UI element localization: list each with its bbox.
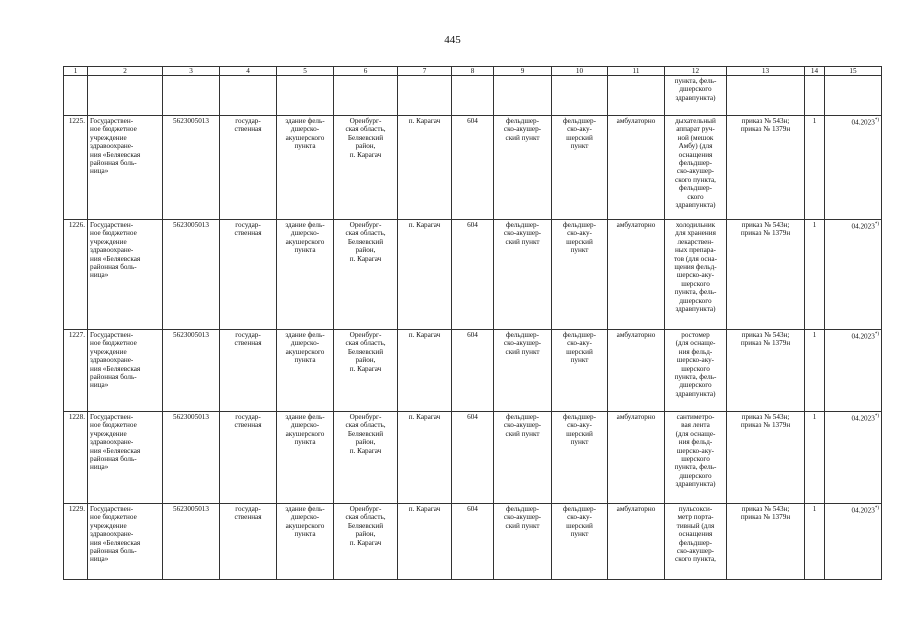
organization-name: Государствен- ное бюджетное учреждение здравоохране- ния «Беляевская районная боль- ница» xyxy=(88,220,163,330)
column-header: 10 xyxy=(552,67,608,76)
column-header: 14 xyxy=(805,67,825,76)
date-cell: 04.2023*) xyxy=(825,412,882,504)
code-cell: 604 xyxy=(452,330,494,412)
address-cell: Оренбург- ская область, Беляевский район, п. Карагач xyxy=(334,116,398,220)
ownership-type: государ- ственная xyxy=(220,504,277,580)
quantity-cell: 1 xyxy=(805,504,825,580)
column-header: 13 xyxy=(727,67,805,76)
column-header: 4 xyxy=(220,67,277,76)
header-row xyxy=(64,67,882,76)
organization-name: Государствен- ное бюджетное учреждение здравоохране- ния «Беляевская районная боль- ница» xyxy=(88,504,163,580)
footnote-mark: *) xyxy=(874,118,879,123)
equipment-cell: дыхательный аппарат руч- ной (мешок Амбу) (для оснащения фельдшер- ско-акушер- ского пункта, фельдшер- ского здравпункта) xyxy=(665,116,727,220)
row-number: 1228. xyxy=(64,412,88,504)
column-header: 8 xyxy=(452,67,494,76)
equipment-cell: холодильник для хранения лекарствен- ных препара- тов (для осна- щения фельд- шерско-аку- шерского пункта, фель- дшерского здравпункта) xyxy=(665,220,727,330)
quantity-cell: 1 xyxy=(805,330,825,412)
unit-cell: фельдшер- ско-акушер- ский пункт xyxy=(494,330,552,412)
order-cell: приказ № 543н; приказ № 1379н xyxy=(727,116,805,220)
footnote-mark: *) xyxy=(874,506,879,511)
row-number: 1226. xyxy=(64,220,88,330)
row-number: 1225. xyxy=(64,116,88,220)
quantity-cell: 1 xyxy=(805,116,825,220)
continuation-row xyxy=(64,76,882,116)
care-form-cell: амбулаторно xyxy=(608,220,665,330)
code-cell: 604 xyxy=(452,116,494,220)
unit-type-cell: фельдшер- ско-аку- шерский пункт xyxy=(552,504,608,580)
unit-cell: фельдшер- ско-акушер- ский пункт xyxy=(494,412,552,504)
column-header: 12 xyxy=(665,67,727,76)
unit-type-cell: фельдшер- ско-аку- шерский пункт xyxy=(552,330,608,412)
row-number: 1229. xyxy=(64,504,88,580)
ownership-type: государ- ственная xyxy=(220,220,277,330)
unit-cell: фельдшер- ско-акушер- ский пункт xyxy=(494,116,552,220)
organization-name: Государствен- ное бюджетное учреждение здравоохране- ния «Беляевская районная боль- ница» xyxy=(88,330,163,412)
column-header: 6 xyxy=(334,67,398,76)
organization-name: Государствен- ное бюджетное учреждение здравоохране- ния «Беляевская районная боль- ница» xyxy=(88,116,163,220)
inn-cell: 5623005013 xyxy=(163,220,220,330)
equipment-cell: ростомер (для оснаще- ния фельд- шерско-аку- шерского пункта, фель- дшерского здравпункта) xyxy=(665,330,727,412)
footnote-mark: *) xyxy=(874,222,879,227)
row-number: 1227. xyxy=(64,330,88,412)
table-row xyxy=(64,504,882,580)
order-cell: приказ № 543н; приказ № 1379н xyxy=(727,330,805,412)
locality-cell: п. Карагач xyxy=(398,412,452,504)
address-cell: Оренбург- ская область, Беляевский район, п. Карагач xyxy=(334,504,398,580)
locality-cell: п. Карагач xyxy=(398,220,452,330)
unit-type-cell: фельдшер- ско-аку- шерский пункт xyxy=(552,220,608,330)
date-cell: 04.2023*) xyxy=(825,330,882,412)
order-cell: приказ № 543н; приказ № 1379н xyxy=(727,412,805,504)
equipment-cell: сантиметро- вая лента (для оснаще- ния фельд- шерско-аку- шерского пункта, фель- дшерского здравпункта) xyxy=(665,412,727,504)
building-cell: здание фель- дшерско- акушерского пункта xyxy=(277,330,334,412)
equipment-cell: пульсокси- метр порта- тивный (для оснащения фельдшер- ско-акушер- ского пункта, xyxy=(665,504,727,580)
address-cell: Оренбург- ская область, Беляевский район, п. Карагач xyxy=(334,330,398,412)
building-cell: здание фель- дшерско- акушерского пункта xyxy=(277,220,334,330)
column-header: 2 xyxy=(88,67,163,76)
unit-type-cell: фельдшер- ско-аку- шерский пункт xyxy=(552,116,608,220)
code-cell: 604 xyxy=(452,412,494,504)
table-row xyxy=(64,220,882,330)
code-cell: 604 xyxy=(452,220,494,330)
date-cell: 04.2023*) xyxy=(825,504,882,580)
ownership-type: государ- ственная xyxy=(220,412,277,504)
building-cell: здание фель- дшерско- акушерского пункта xyxy=(277,412,334,504)
order-cell: приказ № 543н; приказ № 1379н xyxy=(727,220,805,330)
inn-cell: 5623005013 xyxy=(163,412,220,504)
quantity-cell: 1 xyxy=(805,412,825,504)
column-header: 5 xyxy=(277,67,334,76)
page-number: 445 xyxy=(444,34,461,46)
care-form-cell: амбулаторно xyxy=(608,504,665,580)
inn-cell: 5623005013 xyxy=(163,504,220,580)
unit-cell: фельдшер- ско-акушер- ский пункт xyxy=(494,220,552,330)
order-cell: приказ № 543н; приказ № 1379н xyxy=(727,504,805,580)
table-row xyxy=(64,116,882,220)
locality-cell: п. Карагач xyxy=(398,330,452,412)
inn-cell: 5623005013 xyxy=(163,330,220,412)
table-row xyxy=(64,330,882,412)
quantity-cell: 1 xyxy=(805,220,825,330)
column-header: 7 xyxy=(398,67,452,76)
column-header: 15 xyxy=(825,67,882,76)
column-header: 11 xyxy=(608,67,665,76)
ownership-type: государ- ственная xyxy=(220,330,277,412)
address-cell: Оренбург- ская область, Беляевский район, п. Карагач xyxy=(334,412,398,504)
locality-cell: п. Карагач xyxy=(398,504,452,580)
footnote-mark: *) xyxy=(874,332,879,337)
locality-cell: п. Карагач xyxy=(398,116,452,220)
ownership-type: государ- ственная xyxy=(220,116,277,220)
equipment-table xyxy=(63,66,882,580)
date-cell: 04.2023*) xyxy=(825,116,882,220)
care-form-cell: амбулаторно xyxy=(608,116,665,220)
code-cell: 604 xyxy=(452,504,494,580)
date-cell: 04.2023*) xyxy=(825,220,882,330)
column-header: 1 xyxy=(64,67,88,76)
care-form-cell: амбулаторно xyxy=(608,412,665,504)
column-header: 3 xyxy=(163,67,220,76)
unit-type-cell: фельдшер- ско-аку- шерский пункт xyxy=(552,412,608,504)
organization-name: Государствен- ное бюджетное учреждение здравоохране- ния «Беляевская районная боль- ница» xyxy=(88,412,163,504)
building-cell: здание фель- дшерско- акушерского пункта xyxy=(277,116,334,220)
column-header: 9 xyxy=(494,67,552,76)
continuation-text: пункта, фель- дшерского здравпункта) xyxy=(665,76,727,116)
address-cell: Оренбург- ская область, Беляевский район, п. Карагач xyxy=(334,220,398,330)
care-form-cell: амбулаторно xyxy=(608,330,665,412)
inn-cell: 5623005013 xyxy=(163,116,220,220)
unit-cell: фельдшер- ско-акушер- ский пункт xyxy=(494,504,552,580)
building-cell: здание фель- дшерско- акушерского пункта xyxy=(277,504,334,580)
footnote-mark: *) xyxy=(874,414,879,419)
table-row xyxy=(64,412,882,504)
